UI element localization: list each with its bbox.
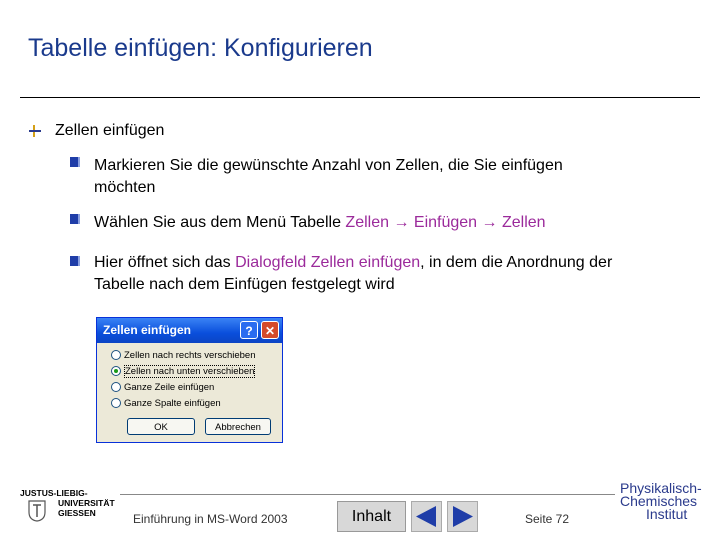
page-number: Seite 72 [525, 512, 570, 526]
triangle-left-icon [412, 502, 441, 531]
bullet-zellen-einfuegen: Zellen einfügen [55, 122, 165, 139]
slide-title: Tabelle einfügen: Konfigurieren [28, 34, 373, 62]
radio-icon [111, 350, 121, 360]
next-slide-button[interactable] [447, 501, 478, 532]
dialog-titlebar [97, 318, 282, 343]
radio-icon [111, 382, 121, 392]
radio-shift-down[interactable]: Zellen nach unten verschieben [111, 366, 255, 377]
help-button[interactable]: ? [240, 321, 258, 339]
course-title: Einführung in MS-Word 2003 [133, 512, 288, 526]
radio-shift-right[interactable]: Zellen nach rechts verschieben [111, 350, 256, 361]
university-name: JUSTUS-LIEBIG- UNIVERSITÄT GIESSEN [20, 488, 115, 518]
radio-entire-row[interactable]: Ganze Zeile einfügen [111, 382, 214, 393]
bullet-arrow-icon [29, 125, 41, 137]
radio-entire-column[interactable]: Ganze Spalte einfügen [111, 398, 221, 409]
footer-divider [120, 494, 615, 495]
insert-cells-dialog [96, 317, 283, 443]
arrow-right-icon: → [481, 214, 498, 231]
arrow-right-icon: → [393, 214, 410, 231]
radio-icon [111, 398, 121, 408]
university-logo-icon [28, 500, 46, 522]
cancel-button[interactable]: Abbrechen [205, 418, 271, 435]
close-button[interactable]: ✕ [261, 321, 279, 339]
title-divider [20, 97, 700, 98]
sub-bullet-icon [70, 157, 80, 167]
dialog-title: Zellen einfügen [103, 323, 192, 337]
institute-logo: Physikalisch- Chemisches Institut [620, 480, 702, 522]
sub-bullet-icon [70, 256, 80, 266]
sub-bullet-icon [70, 214, 80, 224]
sub-bullet-menu: Wählen Sie aus dem Menü Tabelle Zellen → Einfügen → Zellen [94, 214, 546, 231]
sub-bullet-dialog: Hier öffnet sich das Dialogfeld Zellen einfügen, in dem die Anordnung der Tabelle nach dem Einfügen festgelegt wird [94, 254, 613, 293]
triangle-right-icon [448, 502, 477, 531]
sub-bullet-markieren: Markieren Sie die gewünschte Anzahl von Zellen, die Sie einfügen möchten [94, 157, 563, 196]
ok-button[interactable]: OK [127, 418, 195, 435]
contents-button[interactable]: Inhalt [337, 501, 406, 532]
previous-slide-button[interactable] [411, 501, 442, 532]
radio-checked-icon [111, 366, 121, 376]
